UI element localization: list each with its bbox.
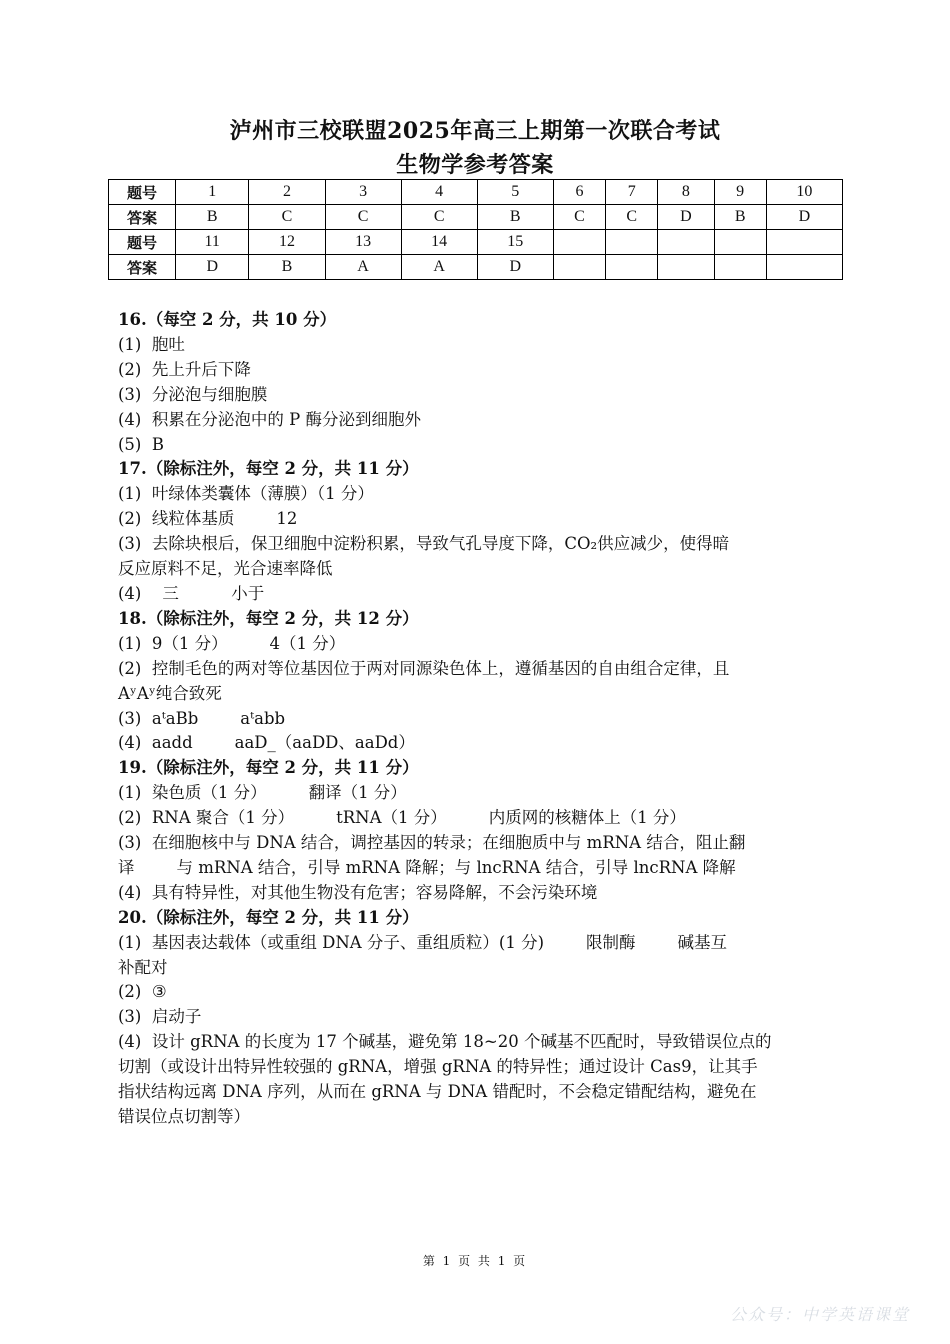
answer-line: (3) 去除块根后，保卫细胞中淀粉积累，导致气孔导度下降，CO₂供应减少，使得暗	[118, 534, 730, 554]
answer-table-row-header: 答案	[109, 205, 176, 230]
answer-line: (1) 染色质（1 分） 翻译（1 分）	[118, 783, 407, 803]
answer-line: (2) RNA 聚合（1 分） tRNA（1 分） 内质网的核糖体上（1 分）	[118, 808, 686, 828]
answer-table-cell: 7	[606, 180, 658, 205]
answer-table-cell: 6	[553, 180, 605, 205]
answer-table-cell	[766, 230, 842, 255]
answer-line: (3) 分泌泡与细胞膜	[118, 384, 268, 404]
answer-table-cell	[606, 230, 658, 255]
answer-line: (2) 先上升后下降	[118, 359, 251, 379]
answer-table-row-header: 题号	[109, 230, 176, 255]
answer-line: 错误位点切割等）	[118, 1107, 250, 1126]
answer-table-cell: C	[325, 205, 401, 230]
answer-body	[118, 308, 838, 1130]
answer-table-cell: D	[658, 205, 714, 230]
answer-line: 切割（或设计出特异性较强的 gRNA，增强 gRNA 的特异性；通过设计 Cas9，让其手	[118, 1057, 758, 1077]
watermark: 公众号：中学英语课堂	[729, 1305, 910, 1324]
question-heading: 18.（除标注外，每空 2 分，共 12 分）	[118, 608, 419, 628]
answer-line: 补配对	[118, 957, 168, 977]
answer-table-cell: B	[249, 255, 325, 280]
answer-table-cell: 5	[477, 180, 553, 205]
answer-line: (5) B	[118, 434, 164, 454]
answer-table-cell: A	[401, 255, 477, 280]
answer-table-row	[109, 180, 843, 205]
answer-line: 反应原料不足，光合速率降低	[118, 559, 333, 579]
answer-table-cell	[658, 255, 714, 280]
answer-table-cell: B	[176, 205, 249, 230]
answer-line: AʸAʸ纯合致死	[118, 683, 222, 703]
answer-line: (3) aᵗaBb aᵗabb	[118, 708, 286, 728]
answer-line: (1) 胞吐	[118, 334, 185, 354]
question-heading: 19.（除标注外，每空 2 分，共 11 分）	[118, 758, 419, 778]
answer-table-cell: B	[714, 205, 766, 230]
answer-table-cell: A	[325, 255, 401, 280]
answer-table-cell	[714, 255, 766, 280]
answer-line: 指状结构远离 DNA 序列，从而在 gRNA 与 DNA 错配时，不会稳定错配结构，避免在	[118, 1082, 757, 1102]
answer-table-cell: 1	[176, 180, 249, 205]
question-heading: 17.（除标注外，每空 2 分，共 11 分）	[118, 459, 419, 479]
page-footer: 第 1 页 共 1 页	[422, 1254, 528, 1268]
answer-table-cell: 8	[658, 180, 714, 205]
answer-line: (2) 控制毛色的两对等位基因位于两对同源染色体上，遵循基因的自由组合定律，且	[118, 658, 730, 678]
answer-line: (3) 在细胞核中与 DNA 结合，调控基因的转录；在细胞质中与 mRNA 结合，阻止翻	[118, 833, 746, 853]
answer-table-cell	[606, 255, 658, 280]
document-title: 泸州市三校联盟2025年高三上期第一次联合考试	[229, 118, 721, 144]
answer-table-row-header: 题号	[109, 180, 176, 205]
answer-table	[108, 179, 843, 280]
answer-table-row	[109, 205, 843, 230]
answer-line: (4) 三 小于	[118, 583, 265, 603]
answer-line: (4) aadd aaD_（aaDD、aaDd）	[118, 733, 415, 753]
question-heading: 20.（除标注外，每空 2 分，共 11 分）	[118, 907, 419, 927]
answer-table-cell: C	[249, 205, 325, 230]
answer-table-cell: 10	[766, 180, 842, 205]
answer-table-cell: 2	[249, 180, 325, 205]
answer-line: (1) 叶绿体类囊体（薄膜）（1 分）	[118, 484, 374, 504]
answer-table-row-header: 答案	[109, 255, 176, 280]
answer-table-cell: 4	[401, 180, 477, 205]
answer-table-cell: 9	[714, 180, 766, 205]
answer-line: (1) 9（1 分） 4（1 分）	[118, 633, 346, 653]
answer-table-cell	[714, 230, 766, 255]
answer-line: 译 与 mRNA 结合，引导 mRNA 降解；与 lncRNA 结合，引导 lncRNA 降解	[118, 857, 736, 877]
answer-line: (2) ③	[118, 982, 167, 1002]
answer-table-cell: C	[401, 205, 477, 230]
answer-line: (4) 积累在分泌泡中的 P 酶分泌到细胞外	[118, 409, 421, 429]
document-subtitle: 生物学参考答案	[396, 152, 554, 178]
answer-table-cell: C	[553, 205, 605, 230]
answer-line: (2) 线粒体基质 12	[118, 509, 298, 529]
answer-table-cell	[766, 255, 842, 280]
answer-table-cell: D	[176, 255, 249, 280]
answer-line: (1) 基因表达载体（或重组 DNA 分子、重组质粒）(1 分) 限制酶 碱基互	[118, 932, 727, 952]
answer-table-cell: 15	[477, 230, 553, 255]
question-heading: 16.（每空 2 分，共 10 分）	[118, 310, 337, 329]
answer-table-cell: D	[766, 205, 842, 230]
answer-table-cell	[553, 255, 605, 280]
answer-table-row	[109, 255, 843, 280]
answer-table-cell: 11	[176, 230, 249, 255]
answer-table-cell: 3	[325, 180, 401, 205]
answer-table-cell: B	[477, 205, 553, 230]
answer-table-cell: 14	[401, 230, 477, 255]
answer-table-row	[109, 230, 843, 255]
answer-line: (3) 启动子	[118, 1007, 202, 1027]
answer-table-cell	[658, 230, 714, 255]
answer-table-cell: D	[477, 255, 553, 280]
answer-table-cell: 12	[249, 230, 325, 255]
answer-table-cell	[553, 230, 605, 255]
answer-line: (4) 设计 gRNA 的长度为 17 个碱基，避免第 18~20 个碱基不匹配时，导致错误位点的	[118, 1032, 772, 1052]
answer-line: (4) 具有特异性，对其他生物没有危害；容易降解，不会污染环境	[118, 882, 598, 902]
answer-table-cell: C	[606, 205, 658, 230]
answer-table-cell: 13	[325, 230, 401, 255]
